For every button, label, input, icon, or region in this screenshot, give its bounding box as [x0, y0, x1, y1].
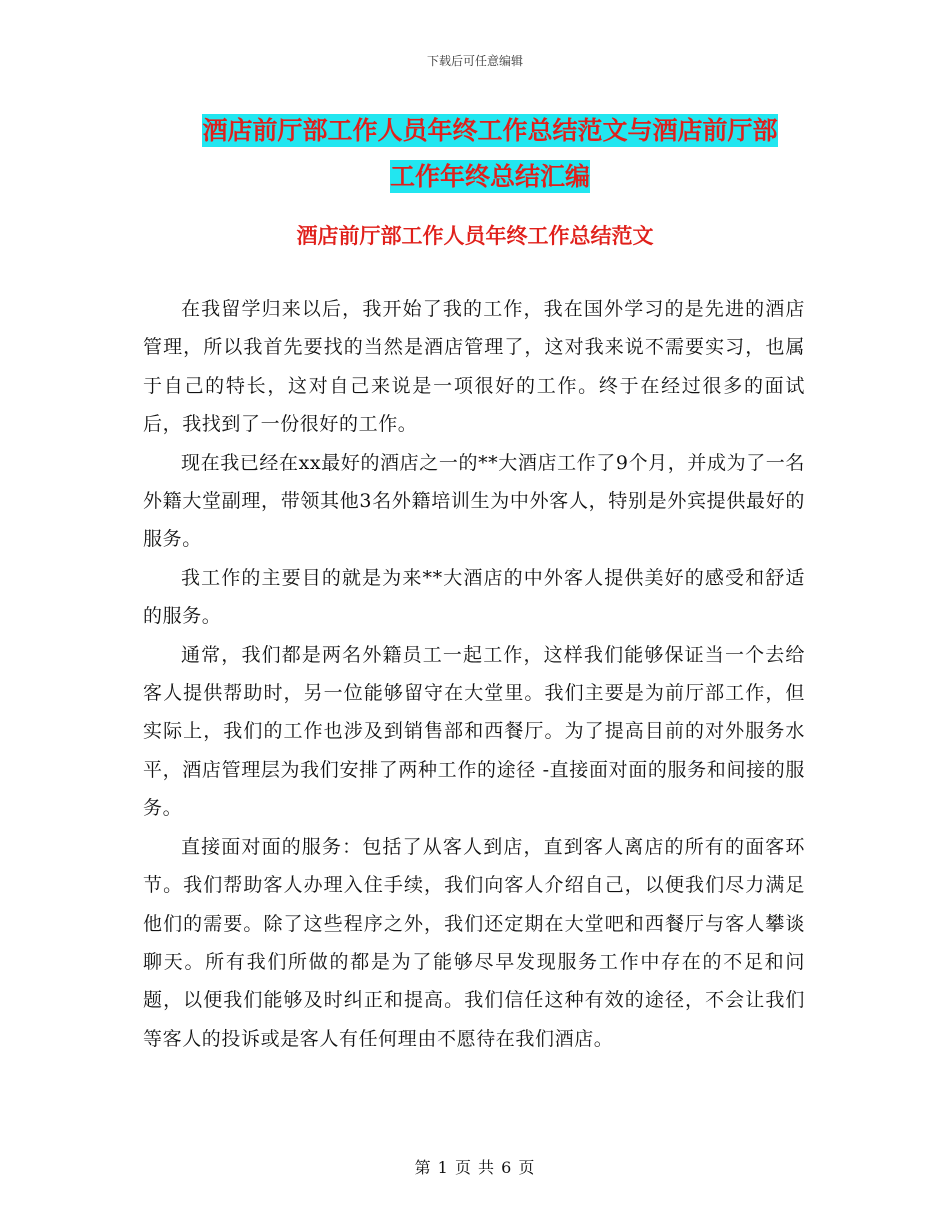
document-title-line2: 工作年终总结汇编 [389, 162, 590, 191]
document-title-line1: 酒店前厅部工作人员年终工作总结范文与酒店前厅部 [202, 116, 778, 145]
paragraph: 现在我已经在xx最好的酒店之一的**大酒店工作了9个月，并成为了一名外籍大堂副理，带领其他3名外籍培训生为中外客人，特别是外宾提供最好的服务。 [143, 451, 805, 551]
page-number: 第 1 页 共 6 页 [414, 1158, 536, 1177]
paragraph: 我工作的主要目的就是为来**大酒店的中外客人提供美好的感受和舒适的服务。 [143, 566, 805, 628]
paragraph: 通常，我们都是两名外籍员工一起工作，这样我们能够保证当一个去给客人提供帮助时，另一位能够留守在大堂里。我们主要是为前厅部工作，但实际上，我们的工作也涉及到销售部和西餐厅。为了提高目前的对外服务水平，酒店管理层为我们安排了两种工作的途径 -直接面对面的服务和间接的服务。 [143, 643, 805, 820]
paragraph: 直接面对面的服务：包括了从客人到店，直到客人离店的所有的面客环节。我们帮助客人办理入住手续，我们向客人介绍自己，以便我们尽力满足他们的需要。除了这些程序之外，我们还定期在大堂吧和西餐厅与客人攀谈聊天。所有我们所做的都是为了能够尽早发现服务工作中存在的不足和问题，以便我们能够及时纠正和提高。我们信任这种有效的途径，不会让我们等客人的投诉或是客人有任何理由不愿待在我们酒店。 [143, 835, 805, 1050]
document-title [140, 108, 840, 200]
paragraph: 在我留学归来以后，我开始了我的工作，我在国外学习的是先进的酒店管理，所以我首先要找的当然是酒店管理了，这对我来说不需要实习，也属于自己的特长，这对自己来说是一项很好的工作。终于在经过很多的面试后，我找到了一份很好的工作。 [143, 298, 805, 436]
body-text [143, 290, 805, 1058]
header-note: 下载后可任意编辑 [426, 54, 523, 68]
section-title: 酒店前厅部工作人员年终工作总结范文 [296, 224, 654, 248]
